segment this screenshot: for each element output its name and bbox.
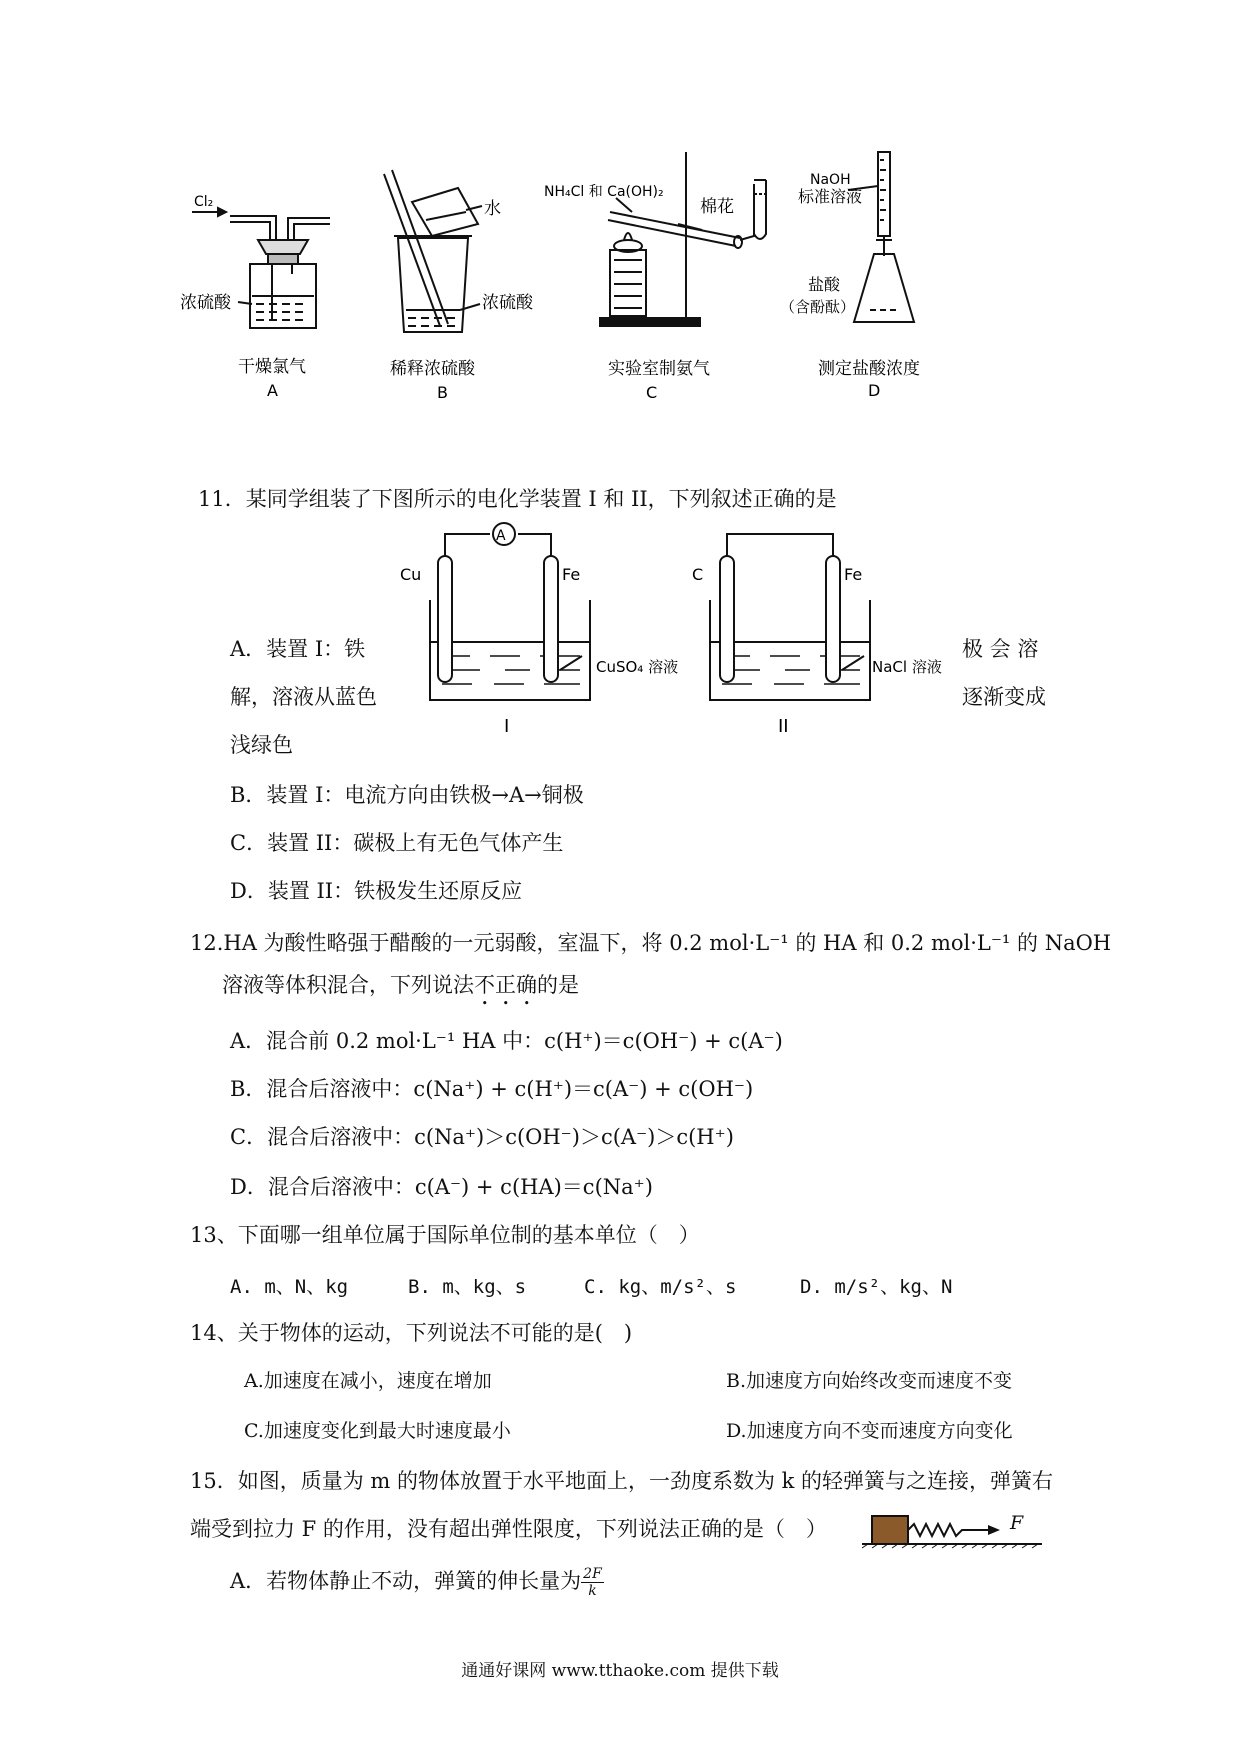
apparatus-d-titrant-label-2: 标准溶液 bbox=[798, 187, 863, 206]
apparatus-d-caption: 测定盐酸浓度 bbox=[818, 359, 920, 379]
cell1-left-electrode: Cu bbox=[400, 565, 422, 584]
apparatus-a-gas-label: Cl₂ bbox=[194, 194, 214, 210]
q11-option-a-line1: A．装置 I：铁 bbox=[230, 637, 366, 661]
apparatus-c-drawing bbox=[600, 152, 766, 326]
q11-option-d: D．装置 II：铁极发生还原反应 bbox=[230, 879, 523, 903]
q11-option-b: B．装置 I：电流方向由铁极→A→铜极 bbox=[230, 783, 584, 807]
apparatus-d-drawing bbox=[848, 152, 914, 322]
cell1-numeral: I bbox=[504, 716, 510, 737]
q14-option-a: A.加速度在减小，速度在增加 bbox=[244, 1370, 492, 1392]
ammeter-symbol: A bbox=[496, 528, 506, 544]
apparatus-c-reagent-label: NH₄Cl 和 Ca(OH)₂ bbox=[544, 184, 664, 200]
cell1-right-electrode: Fe bbox=[562, 565, 581, 584]
q12-stem-end: 的是 bbox=[537, 973, 579, 997]
apparatus-a-letter: A bbox=[267, 381, 278, 400]
q12-option-b: B．混合后溶液中：c(Na⁺) + c(H⁺)＝c(A⁻) + c(OH⁻) bbox=[230, 1077, 754, 1101]
apparatus-d-letter: D bbox=[868, 381, 881, 400]
q12-stem-line2 bbox=[222, 970, 579, 1010]
q14-option-c: C.加速度变化到最大时速度最小 bbox=[244, 1420, 511, 1442]
q11-option-a-line2: 解，溶液从蓝色 bbox=[230, 685, 377, 709]
apparatus-b-liquid-label: 浓硫酸 bbox=[482, 293, 533, 313]
cell1-solution: CuSO₄ 溶液 bbox=[596, 658, 679, 676]
apparatus-a-caption: 干燥氯气 bbox=[238, 357, 306, 377]
apparatus-c-letter: C bbox=[646, 383, 658, 402]
q12-emphasis: 不正确 bbox=[474, 973, 537, 997]
q15-stem-line2: 端受到拉力 F 的作用，没有超出弹性限度，下列说法正确的是（ ） bbox=[190, 1517, 827, 1541]
q12-option-a: A．混合前 0.2 mol·L⁻¹ HA 中：c(H⁺)＝c(OH⁻) + c(A⁻) bbox=[230, 1029, 783, 1053]
q13-option-c: C. kg、m/s²、s bbox=[584, 1276, 737, 1298]
apparatus-c-cotton-label: 棉花 bbox=[700, 197, 734, 217]
q11-option-c: C．装置 II：碳极上有无色气体产生 bbox=[230, 831, 564, 855]
fraction-denominator: k bbox=[588, 1583, 597, 1599]
apparatus-d-flask-label-2: （含酚酞） bbox=[780, 298, 856, 316]
q11-option-a-right2: 逐渐变成 bbox=[962, 685, 1046, 709]
q14-stem: 14、关于物体的运动，下列说法不可能的是( ) bbox=[190, 1321, 633, 1345]
q15-stem-line1: 15．如图，质量为 m 的物体放置于水平地面上，一劲度系数为 k 的轻弹簧与之连接，弹簧右 bbox=[190, 1469, 1054, 1493]
q14-option-b: B.加速度方向始终改变而速度不变 bbox=[726, 1370, 1013, 1392]
q11-option-a-right1: 极 会 溶 bbox=[962, 637, 1039, 661]
apparatus-b-caption: 稀释浓硫酸 bbox=[390, 359, 475, 379]
page-footer: 通通好课网 www.tthaoke.com 提供下载 bbox=[461, 1661, 779, 1681]
apparatus-b-water-label: 水 bbox=[484, 199, 501, 219]
electrochem-figure bbox=[390, 520, 950, 740]
q12-stem-text: 溶液等体积混合，下列说法 bbox=[222, 973, 474, 997]
q13-option-d: D. m/s²、kg、N bbox=[800, 1276, 953, 1298]
apparatus-a-liquid-label: 浓硫酸 bbox=[180, 293, 231, 313]
q12-option-c: C．混合后溶液中：c(Na⁺)＞c(OH⁻)＞c(A⁻)＞c(H⁺) bbox=[230, 1125, 734, 1149]
q11-option-a-line3: 浅绿色 bbox=[230, 733, 293, 757]
q13-option-b: B. m、kg、s bbox=[408, 1276, 527, 1298]
cell2-right-electrode: Fe bbox=[844, 565, 863, 584]
q12-stem-line1: 12.HA 为酸性略强于醋酸的一元弱酸，室温下，将 0.2 mol·L⁻¹ 的 HA 和 0.2 mol·L⁻¹ 的 NaOH bbox=[190, 931, 1112, 955]
cell2-left-electrode: C bbox=[692, 565, 704, 584]
q11-stem: 11．某同学组装了下图所示的电化学装置 I 和 II，下列叙述正确的是 bbox=[198, 487, 837, 511]
cell2-solution: NaCl 溶液 bbox=[872, 658, 942, 676]
apparatus-d-flask-label: 盐酸 bbox=[808, 275, 841, 294]
q15-option-a-text: A．若物体静止不动，弹簧的伸长量为 bbox=[230, 1569, 582, 1593]
fraction-numerator: 2F bbox=[583, 1566, 602, 1582]
q15-option-a bbox=[230, 1566, 604, 1599]
q12-option-d: D．混合后溶液中：c(A⁻) + c(HA)＝c(Na⁺) bbox=[230, 1175, 653, 1199]
cell2-numeral: II bbox=[778, 716, 789, 737]
q13-option-a: A. m、N、kg bbox=[230, 1276, 349, 1298]
q14-option-d: D.加速度方向不变而速度方向变化 bbox=[726, 1420, 1013, 1442]
apparatus-b-letter: B bbox=[437, 383, 448, 402]
apparatus-figure bbox=[180, 140, 1080, 410]
apparatus-c-caption: 实验室制氨气 bbox=[608, 359, 710, 379]
force-label: F bbox=[1010, 1512, 1024, 1534]
apparatus-b-drawing bbox=[384, 170, 482, 332]
apparatus-d-titrant-label: NaOH bbox=[810, 172, 851, 188]
q13-stem: 13、下面哪一组单位属于国际单位制的基本单位（ ） bbox=[190, 1223, 700, 1247]
fraction-2f-over-k bbox=[581, 1566, 604, 1599]
